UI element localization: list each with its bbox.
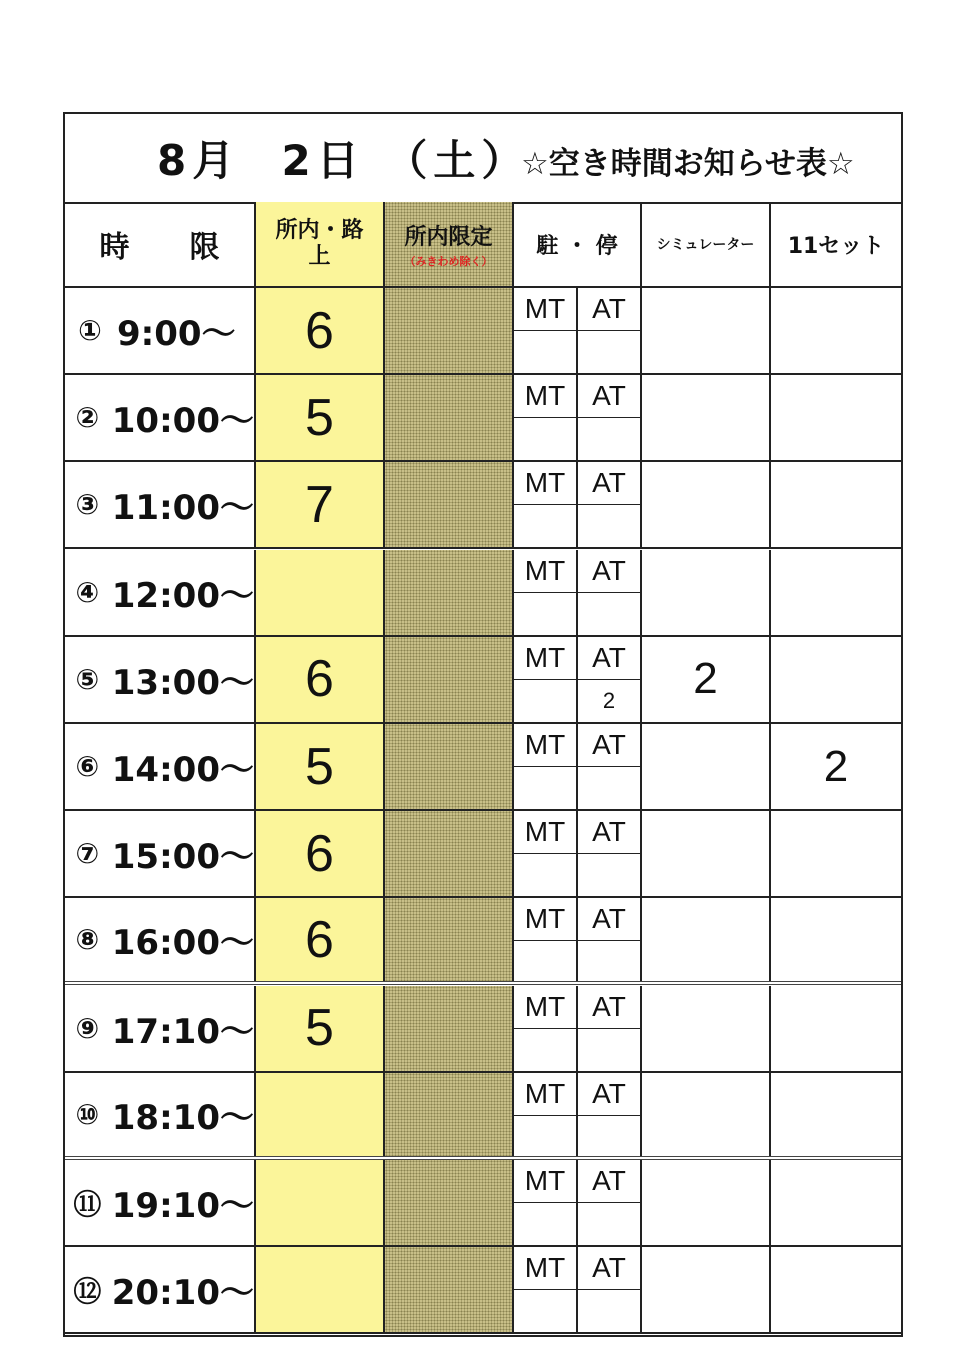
mt-label: MT <box>514 986 576 1029</box>
period-number: ① <box>78 314 102 347</box>
in-road-count <box>256 550 385 635</box>
header-in-road: 所内・路上 <box>256 202 385 288</box>
in-only-cell <box>385 898 514 981</box>
simulator-count <box>642 550 771 635</box>
eleven-set-count <box>771 288 901 373</box>
at-cell <box>578 724 642 809</box>
at-cell <box>578 811 642 896</box>
eleven-set-count <box>771 462 901 547</box>
mt-value <box>514 941 576 983</box>
period-number: ③ <box>75 488 100 522</box>
mt-cell <box>514 724 578 809</box>
eleven-set-count <box>771 986 901 1071</box>
at-label: AT <box>578 724 640 767</box>
title-row <box>65 114 901 204</box>
in-only-cell <box>385 1073 514 1156</box>
at-label: AT <box>578 288 640 331</box>
at-cell <box>578 986 642 1071</box>
table-row <box>65 550 901 637</box>
time-slot <box>65 288 256 373</box>
at-value <box>578 418 640 460</box>
at-label: AT <box>578 898 640 941</box>
in-only-cell <box>385 724 514 809</box>
time-slot <box>65 1160 256 1245</box>
period-number: ⑨ <box>75 1011 100 1045</box>
table-row <box>65 637 901 724</box>
at-value <box>578 1290 640 1332</box>
mt-label: MT <box>514 1073 576 1116</box>
mt-value <box>514 331 576 373</box>
table-row <box>65 724 901 811</box>
in-road-count: 6 <box>256 288 385 373</box>
time-slot <box>65 724 256 809</box>
eleven-set-count <box>771 811 901 896</box>
eleven-set-count <box>771 637 901 722</box>
header-in-only-note: （みきわめ除く） <box>404 254 493 268</box>
mt-label: MT <box>514 724 576 767</box>
at-value <box>578 1029 640 1071</box>
mt-label: MT <box>514 898 576 941</box>
title-label: ☆空き時間お知らせ表☆ <box>521 146 855 182</box>
at-value <box>578 767 640 809</box>
at-cell <box>578 375 642 460</box>
eleven-set-count <box>771 1247 901 1332</box>
eleven-set-count <box>771 898 901 981</box>
period-number: ⑥ <box>75 750 100 783</box>
at-cell <box>578 1073 642 1156</box>
simulator-count <box>642 898 771 981</box>
at-label: AT <box>578 811 640 854</box>
period-time: 17:10～ <box>111 1011 254 1052</box>
header-simulator: シミュレーター <box>642 202 771 288</box>
time-slot <box>65 811 256 896</box>
in-only-cell <box>385 288 514 373</box>
mt-label: MT <box>514 550 576 593</box>
at-value <box>578 593 640 635</box>
in-road-count: 6 <box>256 637 385 722</box>
in-road-count <box>256 1247 385 1332</box>
mt-cell <box>514 1160 578 1245</box>
at-value <box>578 854 640 896</box>
period-number: ④ <box>75 575 100 609</box>
header-time: 時 限 <box>65 202 256 288</box>
mt-value <box>514 1116 576 1158</box>
in-road-count: 5 <box>256 986 385 1071</box>
in-only-cell <box>385 1247 514 1332</box>
in-only-cell <box>385 637 514 722</box>
mt-label: MT <box>514 288 576 331</box>
at-label: AT <box>578 1247 640 1290</box>
period-time: 14:00～ <box>111 750 254 790</box>
period-time: 15:00～ <box>111 837 254 878</box>
mt-label: MT <box>514 1160 576 1203</box>
eleven-set-count <box>771 1160 901 1245</box>
mt-cell <box>514 986 578 1071</box>
at-value: 2 <box>602 687 616 713</box>
simulator-count <box>642 1247 771 1332</box>
time-slot <box>65 550 256 635</box>
in-only-cell <box>385 375 514 460</box>
simulator-count <box>642 462 771 547</box>
time-slot <box>65 1247 256 1332</box>
table-row <box>65 986 901 1073</box>
mt-value <box>514 1290 576 1332</box>
eleven-set-count: 2 <box>823 741 849 791</box>
mt-label: MT <box>514 811 576 854</box>
in-only-cell <box>385 811 514 896</box>
table-row <box>65 898 901 985</box>
mt-cell <box>514 288 578 373</box>
time-slot <box>65 986 256 1071</box>
mt-label: MT <box>514 375 576 418</box>
mt-value <box>514 1203 576 1245</box>
table-row <box>65 811 901 898</box>
header-eleven-set: 11セット <box>771 202 901 288</box>
at-value <box>578 941 640 983</box>
mt-value <box>514 593 576 635</box>
mt-cell <box>514 1073 578 1156</box>
eleven-set-count <box>771 550 901 635</box>
table-row <box>65 462 901 549</box>
at-cell <box>578 637 642 722</box>
in-only-cell <box>385 986 514 1071</box>
period-number: ⑫ <box>73 1274 102 1308</box>
in-road-count: 6 <box>256 898 385 981</box>
at-value <box>578 1203 640 1245</box>
in-only-cell <box>385 1160 514 1245</box>
in-only-cell <box>385 550 514 635</box>
in-only-cell <box>385 462 514 547</box>
at-cell <box>578 462 642 547</box>
at-label: AT <box>578 1073 640 1116</box>
simulator-count <box>642 986 771 1071</box>
simulator-count <box>642 288 771 373</box>
at-cell <box>578 1247 642 1332</box>
in-road-count: 5 <box>256 375 385 460</box>
mt-cell <box>514 1247 578 1332</box>
at-value <box>578 331 640 373</box>
period-number: ⑩ <box>75 1097 100 1131</box>
simulator-count <box>642 811 771 896</box>
table-row <box>65 288 901 375</box>
mt-cell <box>514 550 578 635</box>
mt-cell <box>514 898 578 981</box>
table-row <box>65 1160 901 1247</box>
period-time: 20:10～ <box>111 1273 254 1314</box>
period-time: 13:00～ <box>111 662 254 703</box>
simulator-count <box>642 1073 771 1156</box>
header-in-only <box>385 202 514 288</box>
time-slot <box>65 375 256 460</box>
at-label: AT <box>578 550 640 593</box>
mt-cell <box>514 462 578 547</box>
at-cell <box>578 898 642 981</box>
time-slot <box>65 637 256 722</box>
simulator-count: 2 <box>642 637 771 722</box>
period-time: 11:00～ <box>111 488 254 529</box>
header-in-only-label: 所内限定 <box>404 224 493 250</box>
mt-value <box>514 680 576 722</box>
eleven-set-count <box>771 375 901 460</box>
period-time: 9:00～ <box>117 314 236 354</box>
at-value <box>578 1116 640 1158</box>
at-label: AT <box>578 637 640 680</box>
mt-cell <box>514 375 578 460</box>
in-road-count: 6 <box>256 811 385 896</box>
mt-cell <box>514 811 578 896</box>
at-cell <box>578 288 642 373</box>
mt-label: MT <box>514 637 576 680</box>
eleven-set-count <box>771 1073 901 1156</box>
at-cell <box>578 1160 642 1245</box>
at-label: AT <box>578 986 640 1029</box>
mt-label: MT <box>514 462 576 505</box>
period-time: 12:00～ <box>111 575 254 616</box>
mt-value <box>514 1029 576 1071</box>
mt-value <box>514 854 576 896</box>
title-date: 8月 2日 （土） <box>157 136 530 185</box>
in-road-count: 7 <box>256 462 385 547</box>
simulator-count <box>642 375 771 460</box>
at-label: AT <box>578 1160 640 1203</box>
period-time: 16:00～ <box>111 923 254 964</box>
period-number: ⑦ <box>75 837 100 871</box>
header-parking: 駐 ・ 停 <box>514 202 642 288</box>
mt-value <box>514 418 576 460</box>
at-value <box>578 505 640 547</box>
period-time: 10:00～ <box>111 401 254 442</box>
mt-label: MT <box>514 1247 576 1290</box>
at-label: AT <box>578 375 640 418</box>
time-slot <box>65 898 256 981</box>
time-slot <box>65 1073 256 1156</box>
time-slot <box>65 462 256 547</box>
at-cell <box>578 550 642 635</box>
mt-value <box>514 767 576 809</box>
table-row <box>65 1247 901 1334</box>
table-row <box>65 375 901 462</box>
simulator-count <box>642 1160 771 1245</box>
at-label: AT <box>578 462 640 505</box>
in-road-count <box>256 1160 385 1245</box>
period-time: 18:10～ <box>111 1097 254 1138</box>
mt-value <box>514 505 576 547</box>
period-time: 19:10～ <box>111 1186 254 1226</box>
period-number: ⑧ <box>75 923 100 957</box>
period-number: ⑪ <box>73 1187 102 1221</box>
in-road-count: 5 <box>256 724 385 809</box>
mt-cell <box>514 637 578 722</box>
period-number: ⑤ <box>75 662 100 696</box>
period-number: ② <box>75 401 100 435</box>
simulator-count <box>642 724 771 809</box>
in-road-count <box>256 1073 385 1156</box>
table-row <box>65 1073 901 1160</box>
schedule-sheet <box>63 112 903 1337</box>
